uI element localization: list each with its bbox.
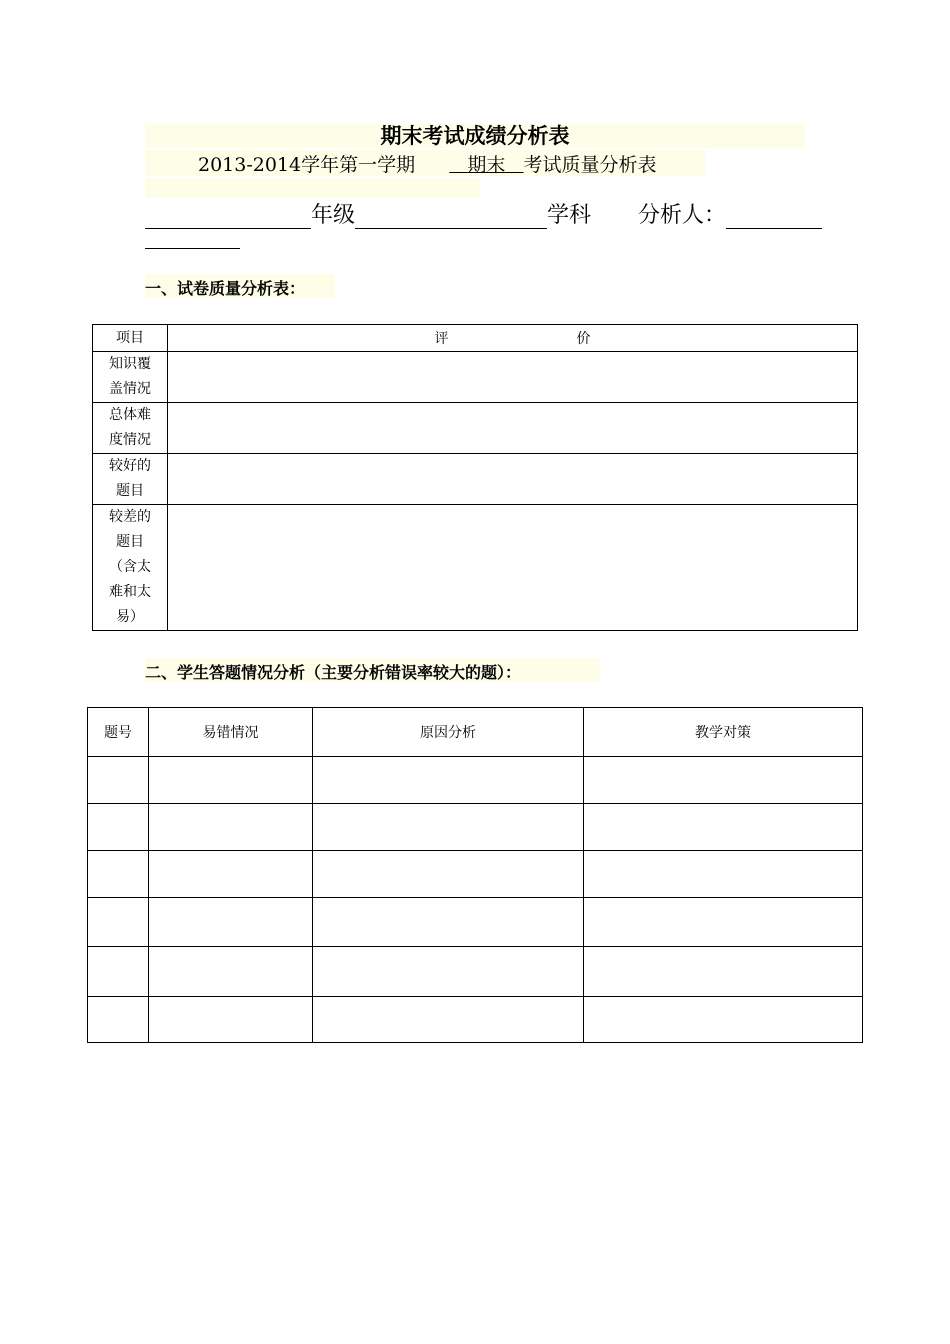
table-cell[interactable] [584,997,863,1043]
subject-blank[interactable] [355,206,547,229]
table-cell[interactable] [313,804,584,851]
table-cell[interactable] [584,898,863,947]
section2-heading: 二、学生答题情况分析（主要分析错误率较大的题）： [145,663,522,682]
col-header-number: 题号 [88,708,149,757]
table-header-row [93,325,858,352]
section1-heading: 一、试卷质量分析表： [145,279,306,298]
table-cell[interactable] [88,851,149,898]
term-field[interactable]: 期末 [467,154,506,176]
table-row [88,804,863,851]
header-item: 项目 [93,325,168,352]
grade-blank[interactable] [145,206,311,229]
evaluation-cell[interactable] [168,403,858,454]
row-label: 总体难 度情况 [93,403,168,454]
table-cell[interactable] [88,947,149,997]
analyst-blank[interactable] [726,206,822,229]
table-row [88,947,863,997]
row-label: 较差的 题目 （含太 难和太 易） [93,505,168,631]
evaluation-cell[interactable] [168,352,858,403]
table-row [88,851,863,898]
table-cell[interactable] [584,851,863,898]
table-cell[interactable] [584,947,863,997]
table-cell[interactable] [584,757,863,804]
table-cell[interactable] [313,851,584,898]
header-evaluation: 评 价 [168,325,858,352]
analyst-label: 分析人： [638,203,727,228]
table-row [88,898,863,947]
table-row [93,403,858,454]
table-row [93,505,858,631]
table-cell[interactable] [88,898,149,947]
table-cell[interactable] [584,804,863,851]
page-title: 期末考试成绩分析表 [380,123,570,148]
table-cell[interactable] [88,997,149,1043]
table-cell[interactable] [149,997,313,1043]
answer-analysis-table [87,707,863,1043]
analyst-blank-cont[interactable] [145,230,240,255]
table-row [88,757,863,804]
table-row [93,352,858,403]
table-cell[interactable] [313,898,584,947]
subtitle [198,150,657,177]
grade-label: 年级 [311,203,356,228]
table-row [93,454,858,505]
table-cell[interactable] [149,898,313,947]
table-header-row [88,708,863,757]
subject-label: 学科 [547,203,592,228]
field-line-highlight [145,178,480,198]
table-cell[interactable] [149,947,313,997]
table-cell[interactable] [149,851,313,898]
paper-quality-table [92,324,858,631]
table-cell[interactable] [88,757,149,804]
row-label: 较好的 题目 [93,454,168,505]
col-header-errors: 易错情况 [149,708,313,757]
table-cell[interactable] [313,947,584,997]
subtitle-prefix: 2013-2014学年第一学期 [198,154,416,176]
col-header-reasons: 原因分析 [313,708,584,757]
table-cell[interactable] [88,804,149,851]
col-header-strategy: 教学对策 [584,708,863,757]
table-cell[interactable] [313,997,584,1043]
evaluation-cell[interactable] [168,505,858,631]
table-row [88,997,863,1043]
table-cell[interactable] [149,757,313,804]
info-line [145,198,822,229]
evaluation-cell[interactable] [168,454,858,505]
subtitle-suffix: 考试质量分析表 [523,154,657,176]
table-cell[interactable] [149,804,313,851]
table-cell[interactable] [313,757,584,804]
row-label: 知识覆 盖情况 [93,352,168,403]
